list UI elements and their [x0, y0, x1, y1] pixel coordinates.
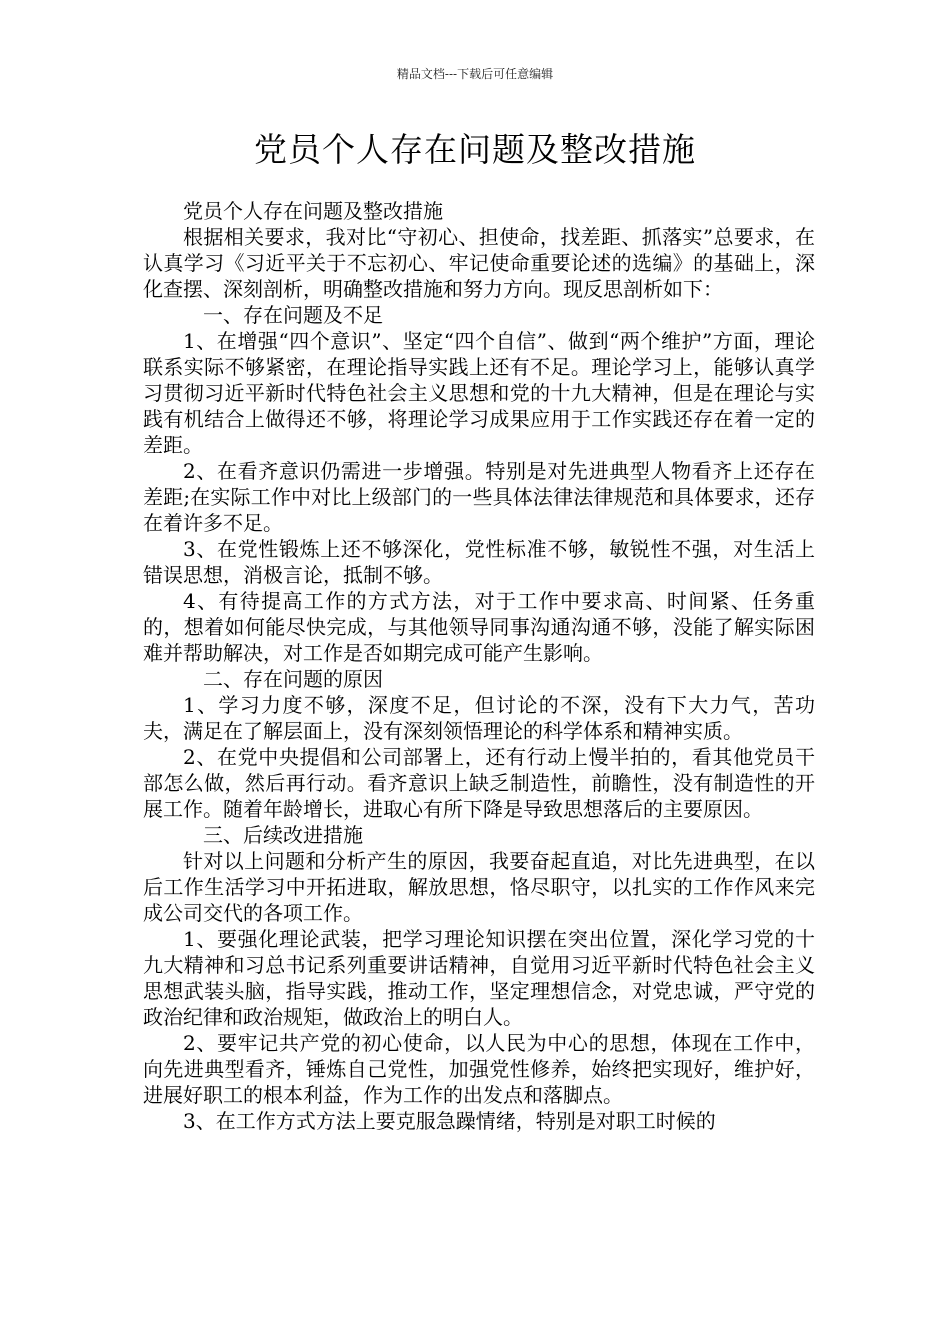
paragraph-cause-1: 1、学习力度不够，深度不足，但讨论的不深，没有下大力气，苦功夫，满足在了解层面上，没有深刻领悟理论的科学体系和精神实质。 — [143, 693, 815, 743]
paragraph-intro: 根据相关要求，我对比“守初心、担使命，找差距、抓落实”总要求，在认真学习《习近平关于不忘初心、牢记使命重要论述的选编》的基础上，深化查摆、深刻剖析，明确整改措施和努力方向。现反思剖析如下： — [143, 225, 815, 301]
document-title: 党员个人存在问题及整改措施 — [254, 130, 696, 169]
paragraph-problem-3: 3、在党性锻炼上还不够深化，党性标准不够，敏锐性不强，对生活上错误思想，消极言论，抵制不够。 — [143, 537, 815, 587]
paragraph-problem-4: 4、有待提高工作的方式方法，对于工作中要求高、时间紧、任务重的，想着如何能尽快完成，与其他领导同事沟通沟通不够，没能了解实际困难并帮助解决，对工作是否如期完成可能产生影响。 — [143, 589, 815, 665]
paragraph-measure-2: 2、要牢记共产党的初心使命，以人民为中心的思想，体现在工作中，向先进典型看齐，锤炼自己党性，加强党性修养，始终把实现好，维护好，进展好职工的根本利益，作为工作的出发点和落脚点。 — [143, 1031, 815, 1107]
section-heading-problems: 一、存在问题及不足 — [203, 303, 383, 327]
section-heading-measures: 三、后续改进措施 — [203, 823, 363, 847]
section-heading-causes: 二、存在问题的原因 — [203, 667, 383, 691]
paragraph-measure-3: 3、在工作方式方法上要克服急躁情绪，特别是对职工时候的 — [183, 1109, 716, 1133]
paragraph-problem-2: 2、在看齐意识仍需进一步增强。特别是对先进典型人物看齐上还存在差距;在实际工作中对比上级部门的一些具体法律法律规范和具体要求，还存在着许多不足。 — [143, 459, 815, 535]
paragraph-subtitle: 党员个人存在问题及整改措施 — [183, 199, 443, 223]
paragraph-measure-1: 1、要强化理论武装，把学习理论知识摆在突出位置，深化学习党的十九大精神和习总书记系列重要讲话精神，自觉用习近平新时代特色社会主义思想武装头脑，指导实践，推动工作，坚定理想信念，对党忠诚，严守党的政治纪律和政治规矩，做政治上的明白人。 — [143, 927, 815, 1029]
paragraph-measures-intro: 针对以上问题和分析产生的原因，我要奋起直追，对比先进典型，在以后工作生活学习中开拓进取，解放思想，恪尽职守，以扎实的工作作风来完成公司交代的各项工作。 — [143, 849, 815, 925]
paragraph-cause-2: 2、在党中央提倡和公司部署上，还有行动上慢半拍的，看其他党员干部怎么做，然后再行动。看齐意识上缺乏制造性，前瞻性，没有制造性的开展工作。随着年龄增长，进取心有所下降是导致思想落后的主要原因。 — [143, 745, 815, 821]
header-note: 精品文档---下载后可任意编辑 — [396, 67, 554, 81]
document-body — [143, 198, 815, 1134]
paragraph-problem-1: 1、在增强“四个意识”、坚定“四个自信”、做到“两个维护”方面，理论联系实际不够紧密，在理论指导实践上还有不足。理论学习上，能够认真学习贯彻习近平新时代特色社会主义思想和党的十九大精神，但是在理论与实践有机结合上做得还不够，将理论学习成果应用于工作实践还存在着一定的差距。 — [143, 329, 815, 457]
